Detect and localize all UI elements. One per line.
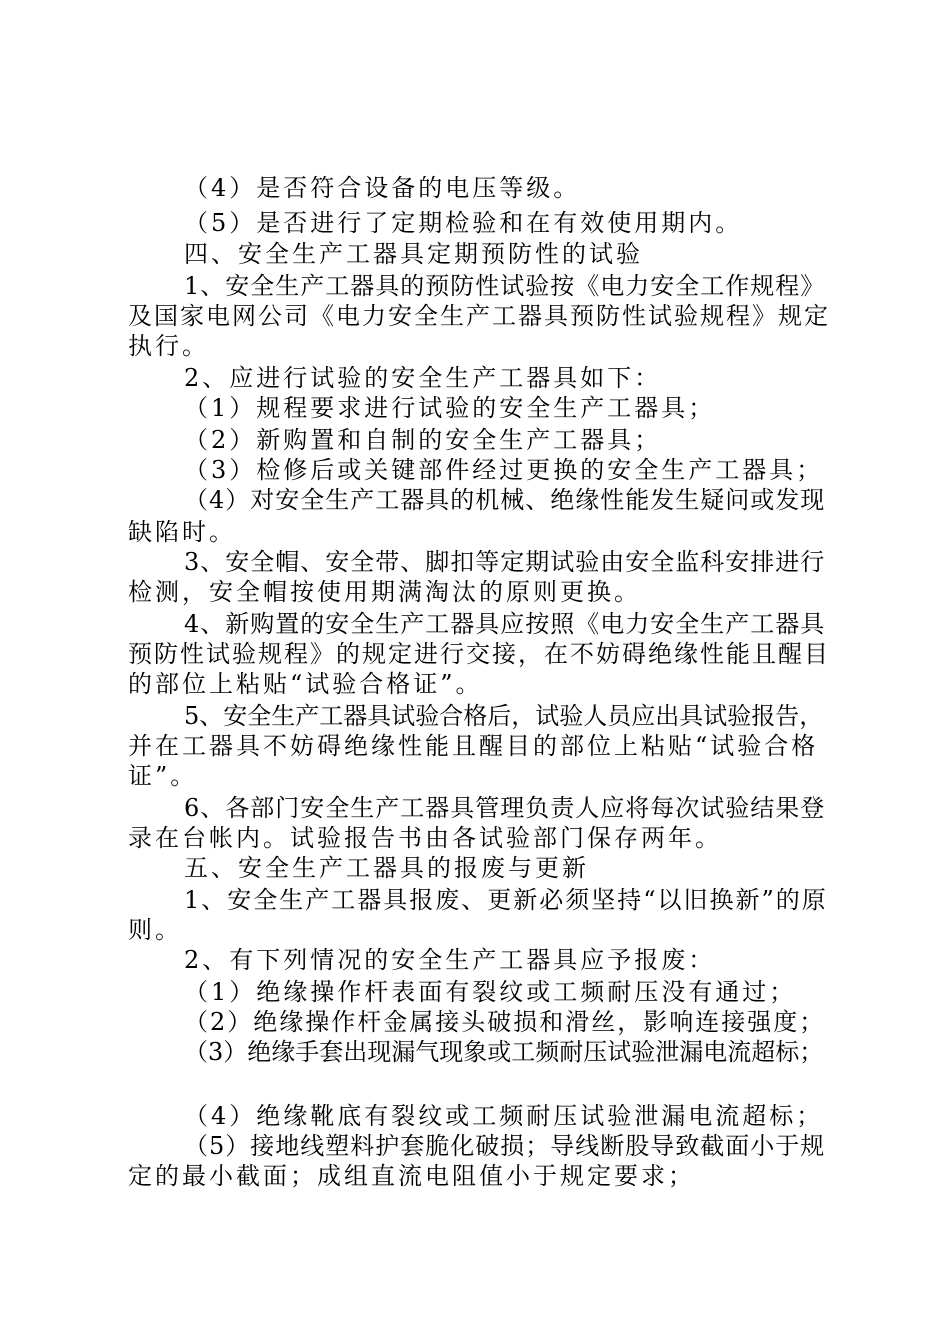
text-line: （3）绝缘手套出现漏气现象或工频耐压试验泄漏电流超标； xyxy=(184,1038,824,1066)
text-line: （1）规程要求进行试验的安全生产工器具； xyxy=(184,394,716,422)
text-line: 1、安全生产工器具的预防性试验按《电力安全工作规程》 xyxy=(184,272,826,300)
text-line: （4）是否符合设备的电压等级。 xyxy=(184,174,581,202)
text-line: 并在工器具不妨碍绝缘性能且醒目的部位上粘贴“试验合格 xyxy=(128,732,819,760)
text-line: （2）绝缘操作杆金属接头破损和滑丝，影响连接强度； xyxy=(184,1008,826,1036)
text-line: 的部位上粘贴“试验合格证”。 xyxy=(128,670,483,698)
text-line: 5、安全生产工器具试验合格后，试验人员应出具试验报告， xyxy=(184,702,824,730)
section-heading: 五、安全生产工器具的报废与更新 xyxy=(184,854,589,882)
text-line: 预防性试验规程》的规定进行交接，在不妨碍绝缘性能且醒目 xyxy=(128,640,830,668)
text-line: （3）检修后或关键部件经过更换的安全生产工器具； xyxy=(184,456,824,484)
section-heading: 四、安全生产工器具定期预防性的试验 xyxy=(184,240,643,268)
text-line: （5）接地线塑料护套脆化破损；导线断股导致截面小于规 xyxy=(184,1132,826,1160)
text-line: 录在台帐内。试验报告书由各试验部门保存两年。 xyxy=(128,824,722,852)
text-line: 2、有下列情况的安全生产工器具应予报废： xyxy=(184,946,716,974)
text-line: （4）对安全生产工器具的机械、绝缘性能发生疑问或发现 xyxy=(184,486,826,514)
text-line: 缺陷时。 xyxy=(128,518,236,546)
text-line: 证”。 xyxy=(128,762,198,790)
text-line: 则。 xyxy=(128,916,182,944)
text-line: 执行。 xyxy=(128,332,209,360)
text-line: （5）是否进行了定期检验和在有效使用期内。 xyxy=(184,209,743,237)
text-line: 6、各部门安全生产工器具管理负责人应将每次试验结果登 xyxy=(184,794,826,822)
text-line: 定的最小截面；成组直流电阻值小于规定要求； xyxy=(128,1162,695,1190)
text-line: 2、应进行试验的安全生产工器具如下： xyxy=(184,364,662,392)
text-line: 3、安全帽、安全带、脚扣等定期试验由安全监科安排进行 xyxy=(184,548,826,576)
text-line: 1、安全生产工器具报废、更新必须坚持“以旧换新”的原 xyxy=(184,886,828,914)
text-line: 检测，安全帽按使用期满淘汰的原则更换。 xyxy=(128,578,641,606)
text-line: 4、新购置的安全生产工器具应按照《电力安全生产工器具 xyxy=(184,610,826,638)
text-line: （1）绝缘操作杆表面有裂纹或工频耐压没有通过； xyxy=(184,978,797,1006)
text-line: （4）绝缘靴底有裂纹或工频耐压试验泄漏电流超标； xyxy=(184,1102,824,1130)
text-line: 及国家电网公司《电力安全生产工器具预防性试验规程》规定 xyxy=(128,302,830,330)
text-line: （2）新购置和自制的安全生产工器具； xyxy=(184,426,662,454)
